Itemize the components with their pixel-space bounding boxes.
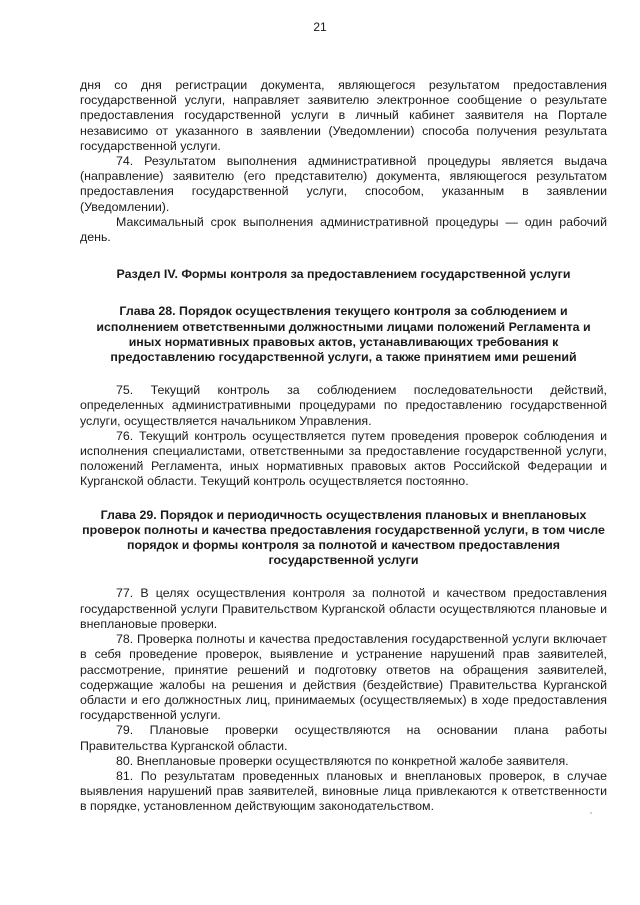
paragraph-81: 81. По результатам проведенных плановых и внеплановых проверок, в случае выявления нарушений прав заявителей, виновные лица привлекаются к ответственности в порядке, установленном действующим законодательством. bbox=[80, 768, 607, 814]
page-number: 21 bbox=[313, 20, 327, 34]
document-body bbox=[80, 78, 607, 815]
chapter-28-title: Глава 28. Порядок осуществления текущего контроля за соблюдением и исполнением ответственными должностными лицами положений Регламента и иных нормативных правовых актов, устанавливающих требования к предоставлению государственной услуги, а также принятием ими решений bbox=[96, 304, 591, 365]
paragraph-80: 80. Внеплановые проверки осуществляются по конкретной жалобе заявителя. bbox=[116, 753, 569, 768]
scan-speck bbox=[590, 812, 592, 814]
paragraph-79: 79. Плановые проверки осуществляются на основании плана работы Правительства Курганской области. bbox=[80, 723, 607, 753]
paragraph-78: 78. Проверка полноты и качества предоставления государственной услуги включает в себя проведение проверок, выявление и устранение нарушений прав заявителей, рассмотрение, принятие решений и подготовку ответов на обращения заявителей, содержащие жалобы на решения и действия (бездействие) Правительства Курганской области и его должностных лиц, принимаемых (осуществляемых) в ходе предоставления государственной услуги. bbox=[80, 632, 607, 723]
chapter-29-title: Глава 29. Порядок и периодичность осуществления плановых и внеплановых проверок полноты и качества предоставления государственной услуги, в том числе порядок и формы контроля за полнотой и качеством предоставления государственной услуги bbox=[82, 507, 605, 568]
section-title: Раздел IV. Формы контроля за предоставлением государственной услуги bbox=[116, 267, 571, 282]
paragraph-77: 77. В целях осуществления контроля за полнотой и качеством предоставления государственной услуги Правительством Курганской области осуществляются плановые и внеплановые проверки. bbox=[80, 586, 607, 631]
paragraph-74: 74. Результатом выполнения административной процедуры является выдача (направление) заявителю (его представителю) документа, являющегося результатом предоставления государственной услуги, способом, указанным в заявлении (Уведомлении). bbox=[80, 154, 607, 214]
paragraph-max-term: Максимальный срок выполнения административной процедуры — один рабочий день. bbox=[80, 214, 607, 245]
paragraph-75: 75. Текущий контроль за соблюдением последовательности действий, определенных административными процедурами по предоставлению государственной услуги, осуществляется начальником Управления. bbox=[80, 383, 607, 428]
paragraph-continuation: дня со дня регистрации документа, являющегося результатом предоставления государственной услуги, направляет заявителю электронное сообщение о результате предоставления государственной услуги в личный кабинет заявителя на Портале независимо от указанного в заявлении (Уведомлении) способа получения результата государственной услуги. bbox=[80, 78, 607, 153]
paragraph-76: 76. Текущий контроль осуществляется путем проведения проверок соблюдения и исполнения специалистами, ответственными за предоставление государственной услуги, положений Регламента, иных нормативных правовых актов Российской Федерации и Курганской области. Текущий контроль осуществляется постоянно. bbox=[80, 428, 607, 489]
